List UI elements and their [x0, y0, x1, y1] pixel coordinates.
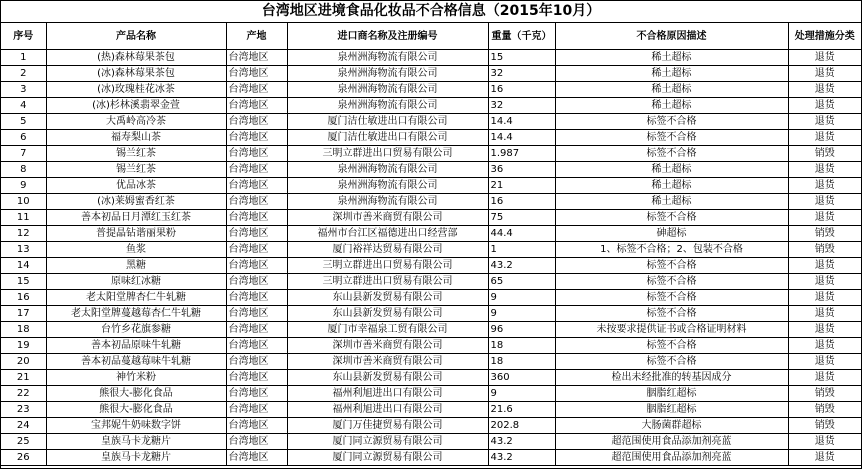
cell-reason: 1、标签不合格；2、包装不合格: [555, 242, 788, 258]
cell-index: 7: [1, 146, 46, 162]
cell-action: 退货: [788, 162, 861, 178]
cell-origin: 台湾地区: [226, 306, 287, 322]
header-cell-action: 处理措施分类: [788, 23, 861, 50]
cell-weight: 9: [488, 290, 555, 306]
table-row: [1, 162, 861, 178]
cell-action: 退货: [788, 450, 861, 466]
header-cell-reason: 不合格原因描述: [555, 23, 788, 50]
cell-reason: 标签不合格: [555, 114, 788, 130]
cell-importer: 厦门市幸福泉工贸有限公司: [287, 322, 488, 338]
cell-index: 11: [1, 210, 46, 226]
cell-action: 退货: [788, 274, 861, 290]
cell-product: 老太阳堂牌杏仁牛轧糖: [46, 290, 226, 306]
cell-index: 10: [1, 194, 46, 210]
cell-weight: 1.987: [488, 146, 555, 162]
header-row: [1, 23, 861, 50]
cell-weight: 9: [488, 306, 555, 322]
cell-index: 2: [1, 66, 46, 82]
table-row: [1, 338, 861, 354]
cell-action: 退货: [788, 98, 861, 114]
cell-weight: 43.2: [488, 450, 555, 466]
table-row: [1, 450, 861, 466]
cell-origin: 台湾地区: [226, 242, 287, 258]
cell-importer: 三明立群进出口贸易有限公司: [287, 258, 488, 274]
cell-origin: 台湾地区: [226, 50, 287, 66]
cell-weight: 21.6: [488, 402, 555, 418]
cell-importer: 泉州洲海物流有限公司: [287, 50, 488, 66]
cell-index: 3: [1, 82, 46, 98]
cell-reason: 超范围使用食品添加剂亮蓝: [555, 434, 788, 450]
cell-importer: 三明立群进出口贸易有限公司: [287, 146, 488, 162]
cell-reason: 胭脂红超标: [555, 386, 788, 402]
table-row: [1, 82, 861, 98]
cell-weight: 32: [488, 66, 555, 82]
cell-index: 22: [1, 386, 46, 402]
cell-product: 锡兰红茶: [46, 162, 226, 178]
cell-index: 25: [1, 434, 46, 450]
table-row: [1, 194, 861, 210]
cell-action: 退货: [788, 258, 861, 274]
table-row: [1, 418, 861, 434]
cell-action: 退货: [788, 194, 861, 210]
cell-reason: 稀土超标: [555, 82, 788, 98]
cell-reason: 超范围使用食品添加剂亮蓝: [555, 450, 788, 466]
cell-product: 老太阳堂牌蔓越莓杏仁牛轧糖: [46, 306, 226, 322]
cell-weight: 16: [488, 82, 555, 98]
cell-index: 5: [1, 114, 46, 130]
table-row: [1, 354, 861, 370]
table-row: [1, 50, 861, 66]
cell-origin: 台湾地区: [226, 386, 287, 402]
cell-index: 26: [1, 450, 46, 466]
cell-weight: 21: [488, 178, 555, 194]
cell-weight: 32: [488, 98, 555, 114]
cell-product: 善本初品原味牛轧糖: [46, 338, 226, 354]
cell-reason: 砷超标: [555, 226, 788, 242]
cell-product: (冰)杉林溪翡翠金萱: [46, 98, 226, 114]
cell-weight: 43.2: [488, 258, 555, 274]
cell-reason: 标签不合格: [555, 258, 788, 274]
cell-weight: 9: [488, 386, 555, 402]
table-row: [1, 322, 861, 338]
cell-index: 9: [1, 178, 46, 194]
cell-weight: 18: [488, 354, 555, 370]
cell-origin: 台湾地区: [226, 274, 287, 290]
cell-index: 23: [1, 402, 46, 418]
cell-importer: 深圳市善米商贸有限公司: [287, 338, 488, 354]
cell-product: 善本初品日月潭红玉红茶: [46, 210, 226, 226]
cell-reason: 大肠菌群超标: [555, 418, 788, 434]
cell-product: 原味红冰糖: [46, 274, 226, 290]
cell-importer: 厦门洁仕敏进出口有限公司: [287, 130, 488, 146]
cell-importer: 厦门万佳捷贸易有限公司: [287, 418, 488, 434]
cell-importer: 厦门洁仕敏进出口有限公司: [287, 114, 488, 130]
cell-product: 宝邦妮牛奶味数字饼: [46, 418, 226, 434]
cell-product: 熊很大-膨化食品: [46, 386, 226, 402]
cell-importer: 深圳市善米商贸有限公司: [287, 210, 488, 226]
cell-weight: 15: [488, 50, 555, 66]
cell-action: 退货: [788, 50, 861, 66]
cell-action: 退货: [788, 434, 861, 450]
cell-importer: 东山县新发贸易有限公司: [287, 370, 488, 386]
table-row: [1, 290, 861, 306]
cell-action: 退货: [788, 338, 861, 354]
cell-importer: 泉州洲海物流有限公司: [287, 194, 488, 210]
cell-index: 24: [1, 418, 46, 434]
cell-action: 销毁: [788, 146, 861, 162]
cell-index: 16: [1, 290, 46, 306]
cell-origin: 台湾地区: [226, 162, 287, 178]
cell-importer: 泉州洲海物流有限公司: [287, 98, 488, 114]
cell-product: 锡兰红茶: [46, 146, 226, 162]
cell-importer: 泉州洲海物流有限公司: [287, 66, 488, 82]
cell-origin: 台湾地区: [226, 322, 287, 338]
cell-index: 17: [1, 306, 46, 322]
cell-action: 销毁: [788, 418, 861, 434]
table-row: [1, 258, 861, 274]
cell-origin: 台湾地区: [226, 82, 287, 98]
cell-importer: 福州市台江区福德进出口经营部: [287, 226, 488, 242]
cell-product: 熊很大-膨化食品: [46, 402, 226, 418]
cell-importer: 厦门同立源贸易有限公司: [287, 450, 488, 466]
cell-importer: 泉州洲海物流有限公司: [287, 178, 488, 194]
cell-origin: 台湾地区: [226, 434, 287, 450]
cell-importer: 东山县新发贸易有限公司: [287, 306, 488, 322]
cell-reason: 稀土超标: [555, 98, 788, 114]
cell-importer: 泉州洲海物流有限公司: [287, 82, 488, 98]
cell-reason: 标签不合格: [555, 338, 788, 354]
cell-product: 台竹乡花旗参糖: [46, 322, 226, 338]
cell-product: 鱼浆: [46, 242, 226, 258]
cell-origin: 台湾地区: [226, 194, 287, 210]
cell-weight: 75: [488, 210, 555, 226]
cell-weight: 65: [488, 274, 555, 290]
cell-origin: 台湾地区: [226, 66, 287, 82]
cell-index: 19: [1, 338, 46, 354]
cell-origin: 台湾地区: [226, 338, 287, 354]
cell-weight: 18: [488, 338, 555, 354]
cell-index: 21: [1, 370, 46, 386]
header-cell-origin: 产地: [226, 23, 287, 50]
cell-reason: 标签不合格: [555, 290, 788, 306]
table-row: [1, 434, 861, 450]
cell-action: 退货: [788, 306, 861, 322]
cell-origin: 台湾地区: [226, 402, 287, 418]
cell-importer: 福州利旭进出口有限公司: [287, 386, 488, 402]
cell-importer: 深圳市善米商贸有限公司: [287, 354, 488, 370]
cell-origin: 台湾地区: [226, 450, 287, 466]
cell-reason: 标签不合格: [555, 306, 788, 322]
table-row: [1, 306, 861, 322]
cell-reason: 稀土超标: [555, 66, 788, 82]
cell-origin: 台湾地区: [226, 210, 287, 226]
cell-origin: 台湾地区: [226, 130, 287, 146]
table-row: [1, 66, 861, 82]
cell-product: 黑糖: [46, 258, 226, 274]
cell-index: 8: [1, 162, 46, 178]
cell-origin: 台湾地区: [226, 178, 287, 194]
cell-product: 神竹米粉: [46, 370, 226, 386]
table-row: [1, 226, 861, 242]
table-row: [1, 146, 861, 162]
cell-importer: 泉州洲海物流有限公司: [287, 162, 488, 178]
cell-weight: 14.4: [488, 130, 555, 146]
cell-importer: 三明立群进出口贸易有限公司: [287, 274, 488, 290]
cell-index: 4: [1, 98, 46, 114]
sheet-title: 台湾地区进境食品化妆品不合格信息（2015年10月）: [1, 1, 861, 23]
cell-reason: 稀土超标: [555, 162, 788, 178]
cell-index: 14: [1, 258, 46, 274]
table-row: [1, 370, 861, 386]
cell-product: (热)森林莓果茶包: [46, 50, 226, 66]
cell-action: 退货: [788, 178, 861, 194]
cell-origin: 台湾地区: [226, 146, 287, 162]
cell-importer: 东山县新发贸易有限公司: [287, 290, 488, 306]
cell-action: 退货: [788, 66, 861, 82]
table-row: [1, 274, 861, 290]
cell-reason: 检出未经批准的转基因成分: [555, 370, 788, 386]
cell-importer: 厦门同立源贸易有限公司: [287, 434, 488, 450]
cell-product: (冰)莱姆蜜香红茶: [46, 194, 226, 210]
cell-origin: 台湾地区: [226, 370, 287, 386]
table-row: [1, 402, 861, 418]
cell-weight: 16: [488, 194, 555, 210]
cell-index: 18: [1, 322, 46, 338]
cell-reason: 标签不合格: [555, 354, 788, 370]
cell-action: 退货: [788, 322, 861, 338]
cell-product: (冰)玫瑰桂花冰茶: [46, 82, 226, 98]
table-row: [1, 242, 861, 258]
cell-action: 退货: [788, 354, 861, 370]
cell-action: 退货: [788, 130, 861, 146]
cell-reason: 胭脂红超标: [555, 402, 788, 418]
cell-origin: 台湾地区: [226, 226, 287, 242]
cell-action: 退货: [788, 82, 861, 98]
cell-product: 善本初品蔓越莓味牛轧糖: [46, 354, 226, 370]
cell-weight: 43.2: [488, 434, 555, 450]
cell-action: 退货: [788, 114, 861, 130]
cell-action: 退货: [788, 290, 861, 306]
cell-action: 退货: [788, 370, 861, 386]
cell-reason: 未按要求提供证书或合格证明材料: [555, 322, 788, 338]
table-row: [1, 130, 861, 146]
data-table: [1, 23, 861, 466]
cell-origin: 台湾地区: [226, 98, 287, 114]
table-row: [1, 386, 861, 402]
cell-index: 13: [1, 242, 46, 258]
cell-weight: 1: [488, 242, 555, 258]
cell-reason: 稀土超标: [555, 50, 788, 66]
cell-action: 销毁: [788, 226, 861, 242]
cell-weight: 360: [488, 370, 555, 386]
cell-index: 20: [1, 354, 46, 370]
cell-index: 1: [1, 50, 46, 66]
cell-origin: 台湾地区: [226, 114, 287, 130]
cell-weight: 36: [488, 162, 555, 178]
cell-origin: 台湾地区: [226, 418, 287, 434]
cell-action: 退货: [788, 210, 861, 226]
table-body: [1, 50, 861, 466]
cell-reason: 稀土超标: [555, 178, 788, 194]
cell-index: 12: [1, 226, 46, 242]
table-row: [1, 114, 861, 130]
cell-reason: 标签不合格: [555, 210, 788, 226]
cell-importer: 福州利旭进出口有限公司: [287, 402, 488, 418]
cell-weight: 202.8: [488, 418, 555, 434]
cell-reason: 标签不合格: [555, 146, 788, 162]
cell-product: 福寿梨山茶: [46, 130, 226, 146]
cell-reason: 稀土超标: [555, 194, 788, 210]
table-row: [1, 210, 861, 226]
table-row: [1, 98, 861, 114]
cell-product: 普提晶钻谐丽果粉: [46, 226, 226, 242]
cell-reason: 标签不合格: [555, 274, 788, 290]
header-cell-index: 序号: [1, 23, 46, 50]
cell-index: 6: [1, 130, 46, 146]
cell-reason: 标签不合格: [555, 130, 788, 146]
cell-origin: 台湾地区: [226, 258, 287, 274]
cell-action: 销毁: [788, 402, 861, 418]
cell-action: 销毁: [788, 386, 861, 402]
cell-product: 优品冰茶: [46, 178, 226, 194]
cell-weight: 14.4: [488, 114, 555, 130]
header-cell-product: 产品名称: [46, 23, 226, 50]
cell-weight: 44.4: [488, 226, 555, 242]
cell-index: 15: [1, 274, 46, 290]
cell-product: 皇族马卡龙糖片: [46, 450, 226, 466]
cell-product: 大禹岭高冷茶: [46, 114, 226, 130]
cell-importer: 厦门裕祥达贸易有限公司: [287, 242, 488, 258]
header-cell-weight: 重量（千克）: [488, 23, 555, 50]
cell-product: (冰)森林莓果茶包: [46, 66, 226, 82]
cell-weight: 96: [488, 322, 555, 338]
cell-origin: 台湾地区: [226, 354, 287, 370]
cell-action: 销毁: [788, 242, 861, 258]
cell-product: 皇族马卡龙糖片: [46, 434, 226, 450]
table-row: [1, 178, 861, 194]
cell-origin: 台湾地区: [226, 290, 287, 306]
header-cell-importer: 进口商名称及注册编号: [287, 23, 488, 50]
